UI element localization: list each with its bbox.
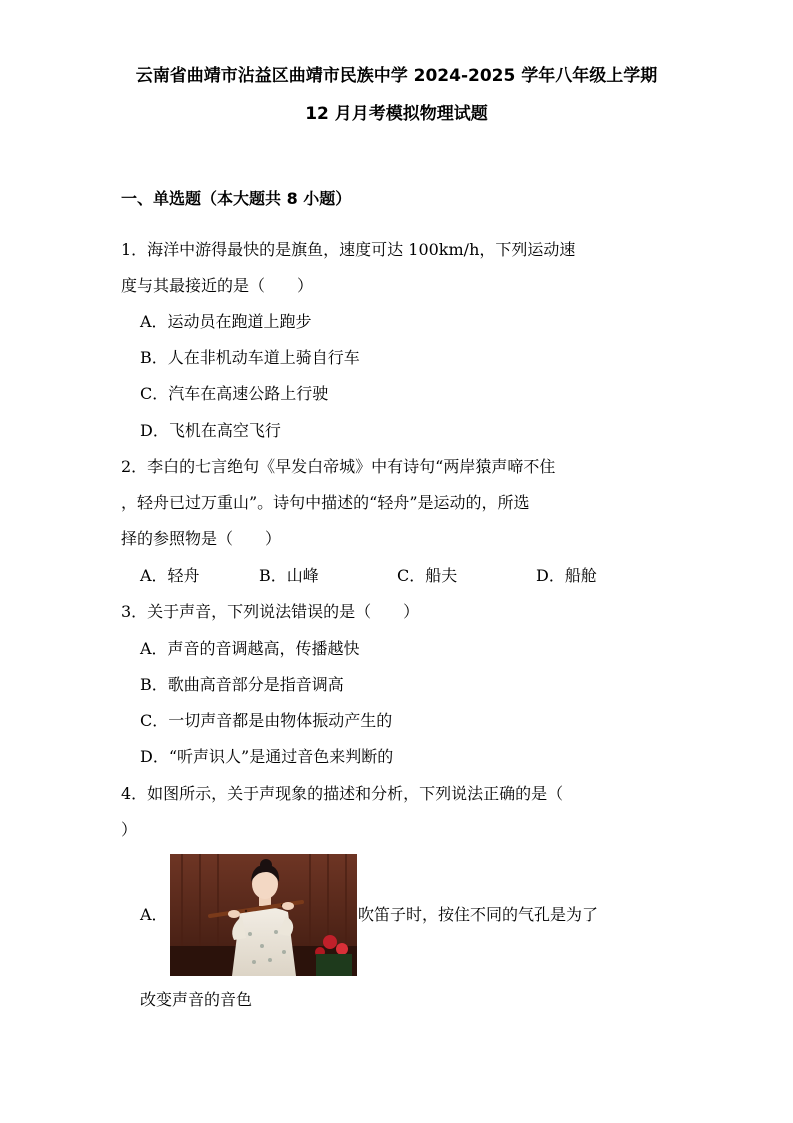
question-3-line1: 3．关于声音，下列说法错误的是（ ） (121, 602, 420, 621)
question-2-option-c: C．船夫 (397, 566, 458, 585)
question-3-option-d: D．“听声识人”是通过音色来判断的 (140, 747, 394, 766)
question-2-line1: 2．李白的七言绝句《早发白帝城》中有诗句“两岸猿声啼不住 (121, 457, 556, 476)
question-4-line1: 4．如图所示，关于声现象的描述和分析，下列说法正确的是（ (121, 784, 564, 803)
section-heading: 一、单选题（本大题共 8 小题） (121, 189, 352, 208)
question-2-options-row (140, 566, 597, 586)
question-3-option-b: B．歌曲高音部分是指音调高 (140, 675, 344, 694)
question-1-option-a: A．运动员在跑道上跑步 (140, 312, 312, 331)
flute-player-photo (170, 854, 357, 976)
question-4-option-a-label: A． (140, 905, 168, 924)
question-4-line2: ） (121, 820, 138, 839)
question-1-line1: 1．海洋中游得最快的是旗鱼，速度可达 100km/h，下列运动速 (121, 240, 576, 259)
question-2-line3: 择的参照物是（ ） (121, 529, 282, 548)
question-2-option-b: B．山峰 (259, 566, 319, 585)
question-4-option-a-text-continued: 改变声音的音色 (140, 990, 253, 1009)
question-2-option-d: D．船舱 (536, 566, 597, 585)
question-3-option-c: C．一切声音都是由物体振动产生的 (140, 711, 393, 730)
question-1-option-c: C．汽车在高速公路上行驶 (140, 384, 329, 403)
exam-title-line2: 12 月月考模拟物理试题 (305, 104, 488, 124)
question-2-option-a: A．轻舟 (140, 566, 200, 585)
question-1-line2: 度与其最接近的是（ ） (121, 276, 314, 295)
question-4-option-a-text: 吹笛子时，按住不同的气孔是为了 (358, 905, 599, 924)
question-3-option-a: A．声音的音调越高，传播越快 (140, 639, 360, 658)
question-2-line2: ，轻舟已过万重山”。诗句中描述的“轻舟”是运动的，所选 (121, 493, 530, 512)
question-1-option-b: B．人在非机动车道上骑自行车 (140, 348, 360, 367)
question-1-option-d: D．飞机在高空飞行 (140, 421, 281, 440)
exam-title-line1: 云南省曲靖市沾益区曲靖市民族中学 2024-2025 学年八年级上学期 (135, 66, 658, 86)
